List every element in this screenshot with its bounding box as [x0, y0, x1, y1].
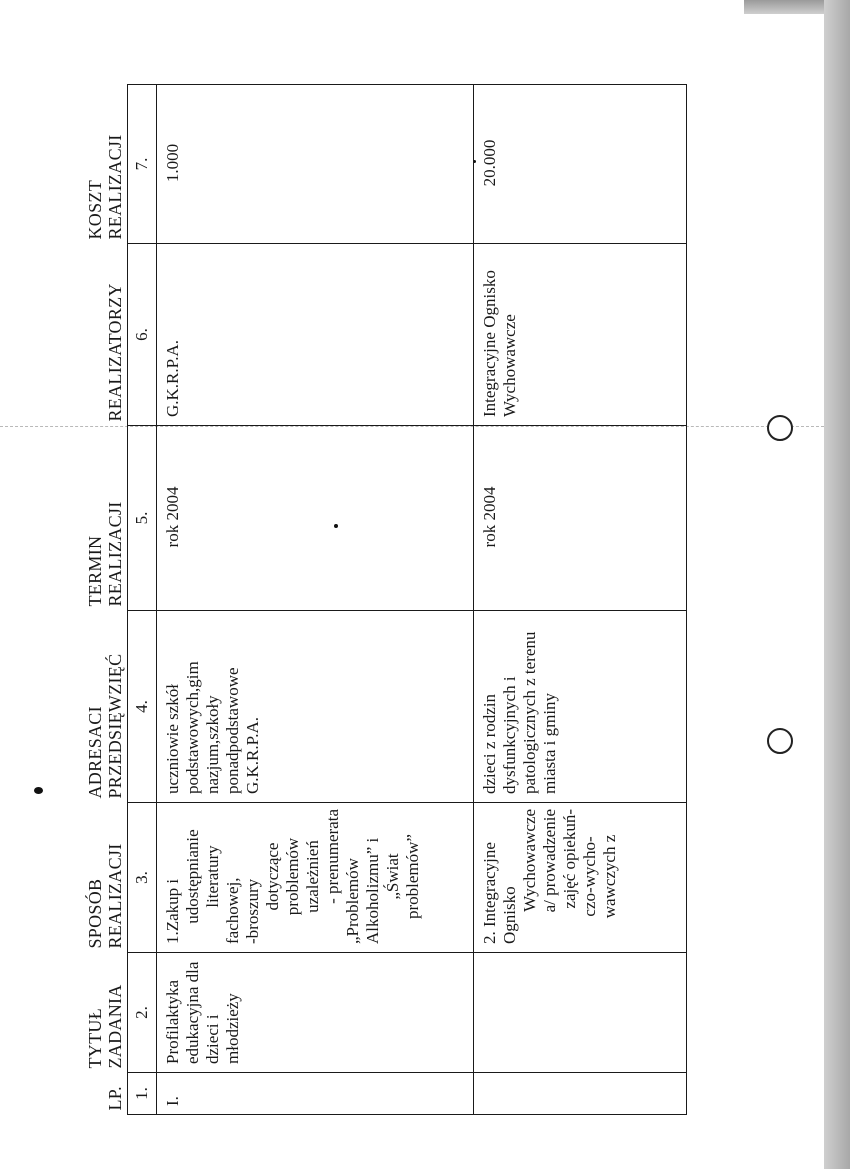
header-term: TERMIN REALIZACJI — [85, 501, 125, 607]
term-cell: rok 2004 — [474, 426, 687, 611]
term-cell: rok 2004 — [157, 426, 474, 611]
header-implementers: REALIZATORZY — [105, 283, 125, 422]
method-line: 2. Integracyjne — [480, 842, 499, 944]
task-title-cell — [474, 953, 687, 1073]
header-method: SPOSÓB REALIZACJI — [85, 843, 125, 949]
method-line: - prenumerata — [323, 809, 342, 904]
rotated-page-content — [85, 85, 680, 1115]
method-line: czo-wycho- — [580, 836, 599, 917]
addressees-cell: dzieci z rodzin dysfunkcyjnych i patologicznych z terenu miasta i gminy — [474, 611, 687, 803]
method-line: Alkoholizmu” i — [363, 837, 382, 944]
method-line: „Świat — [383, 853, 402, 900]
column-number-row — [128, 85, 157, 1115]
column-number: 3. — [128, 803, 157, 953]
column-number: 6. — [128, 244, 157, 426]
method-line: zajęć opiekuń- — [560, 809, 579, 909]
method-line: literatury — [203, 845, 222, 908]
punch-hole-top — [767, 415, 793, 441]
column-number: 5. — [128, 426, 157, 611]
column-number: 2. — [128, 953, 157, 1073]
method-line: problemów” — [403, 834, 422, 919]
column-number: 1. — [128, 1073, 157, 1115]
implementers-cell: Integracyjne Ognisko Wychowawcze — [474, 244, 687, 426]
table-row — [157, 85, 474, 1115]
method-line: „Problemów — [343, 858, 362, 944]
punch-hole-bottom — [767, 728, 793, 754]
header-cost: KOSZT REALIZACJI — [85, 134, 125, 240]
method-line: problemów — [283, 837, 302, 916]
method-line: dotyczące — [263, 842, 282, 911]
header-task-title: TYTUŁ ZADANIA — [85, 984, 125, 1069]
addressees-cell: uczniowie szkół podstawowych,gim nazjum,szkoły ponadpodstawowe G.K.R.P.A. — [157, 611, 474, 803]
method-line: Wychowawcze — [520, 809, 539, 912]
task-title-cell: Profilaktyka edukacyjna dla dzieci i młodzieży — [157, 953, 474, 1073]
cost-cell: 1.000 — [157, 85, 474, 244]
ink-speck — [34, 787, 43, 794]
scan-edge-top — [744, 0, 824, 14]
column-number: 4. — [128, 611, 157, 803]
header-lp: LP. — [105, 1086, 125, 1111]
method-line: -broszury — [243, 878, 262, 944]
cost-cell: 20.000 — [474, 85, 687, 244]
lp-cell: I. — [157, 1073, 474, 1115]
method-line: 1.Zakup i — [163, 878, 182, 944]
program-table — [85, 84, 687, 1115]
table-row — [474, 85, 687, 1115]
header-addressees: ADRESACI PRZEDSIĘWZIĘĆ — [85, 653, 125, 799]
column-number: 7. — [128, 85, 157, 244]
scan-edge — [824, 0, 850, 1169]
method-line: wawczych z — [600, 834, 619, 919]
lp-cell — [474, 1073, 687, 1115]
implementers-cell: G.K.R.P.A. — [157, 244, 474, 426]
method-line: Ognisko — [500, 886, 519, 944]
method-cell — [157, 803, 474, 953]
method-line: udostępnianie — [183, 829, 202, 924]
method-line: fachowej, — [223, 877, 242, 944]
method-line: uzależnień — [303, 840, 322, 913]
header-row — [85, 85, 128, 1115]
method-line: a/ prowadzenie — [540, 809, 559, 913]
method-cell — [474, 803, 687, 953]
